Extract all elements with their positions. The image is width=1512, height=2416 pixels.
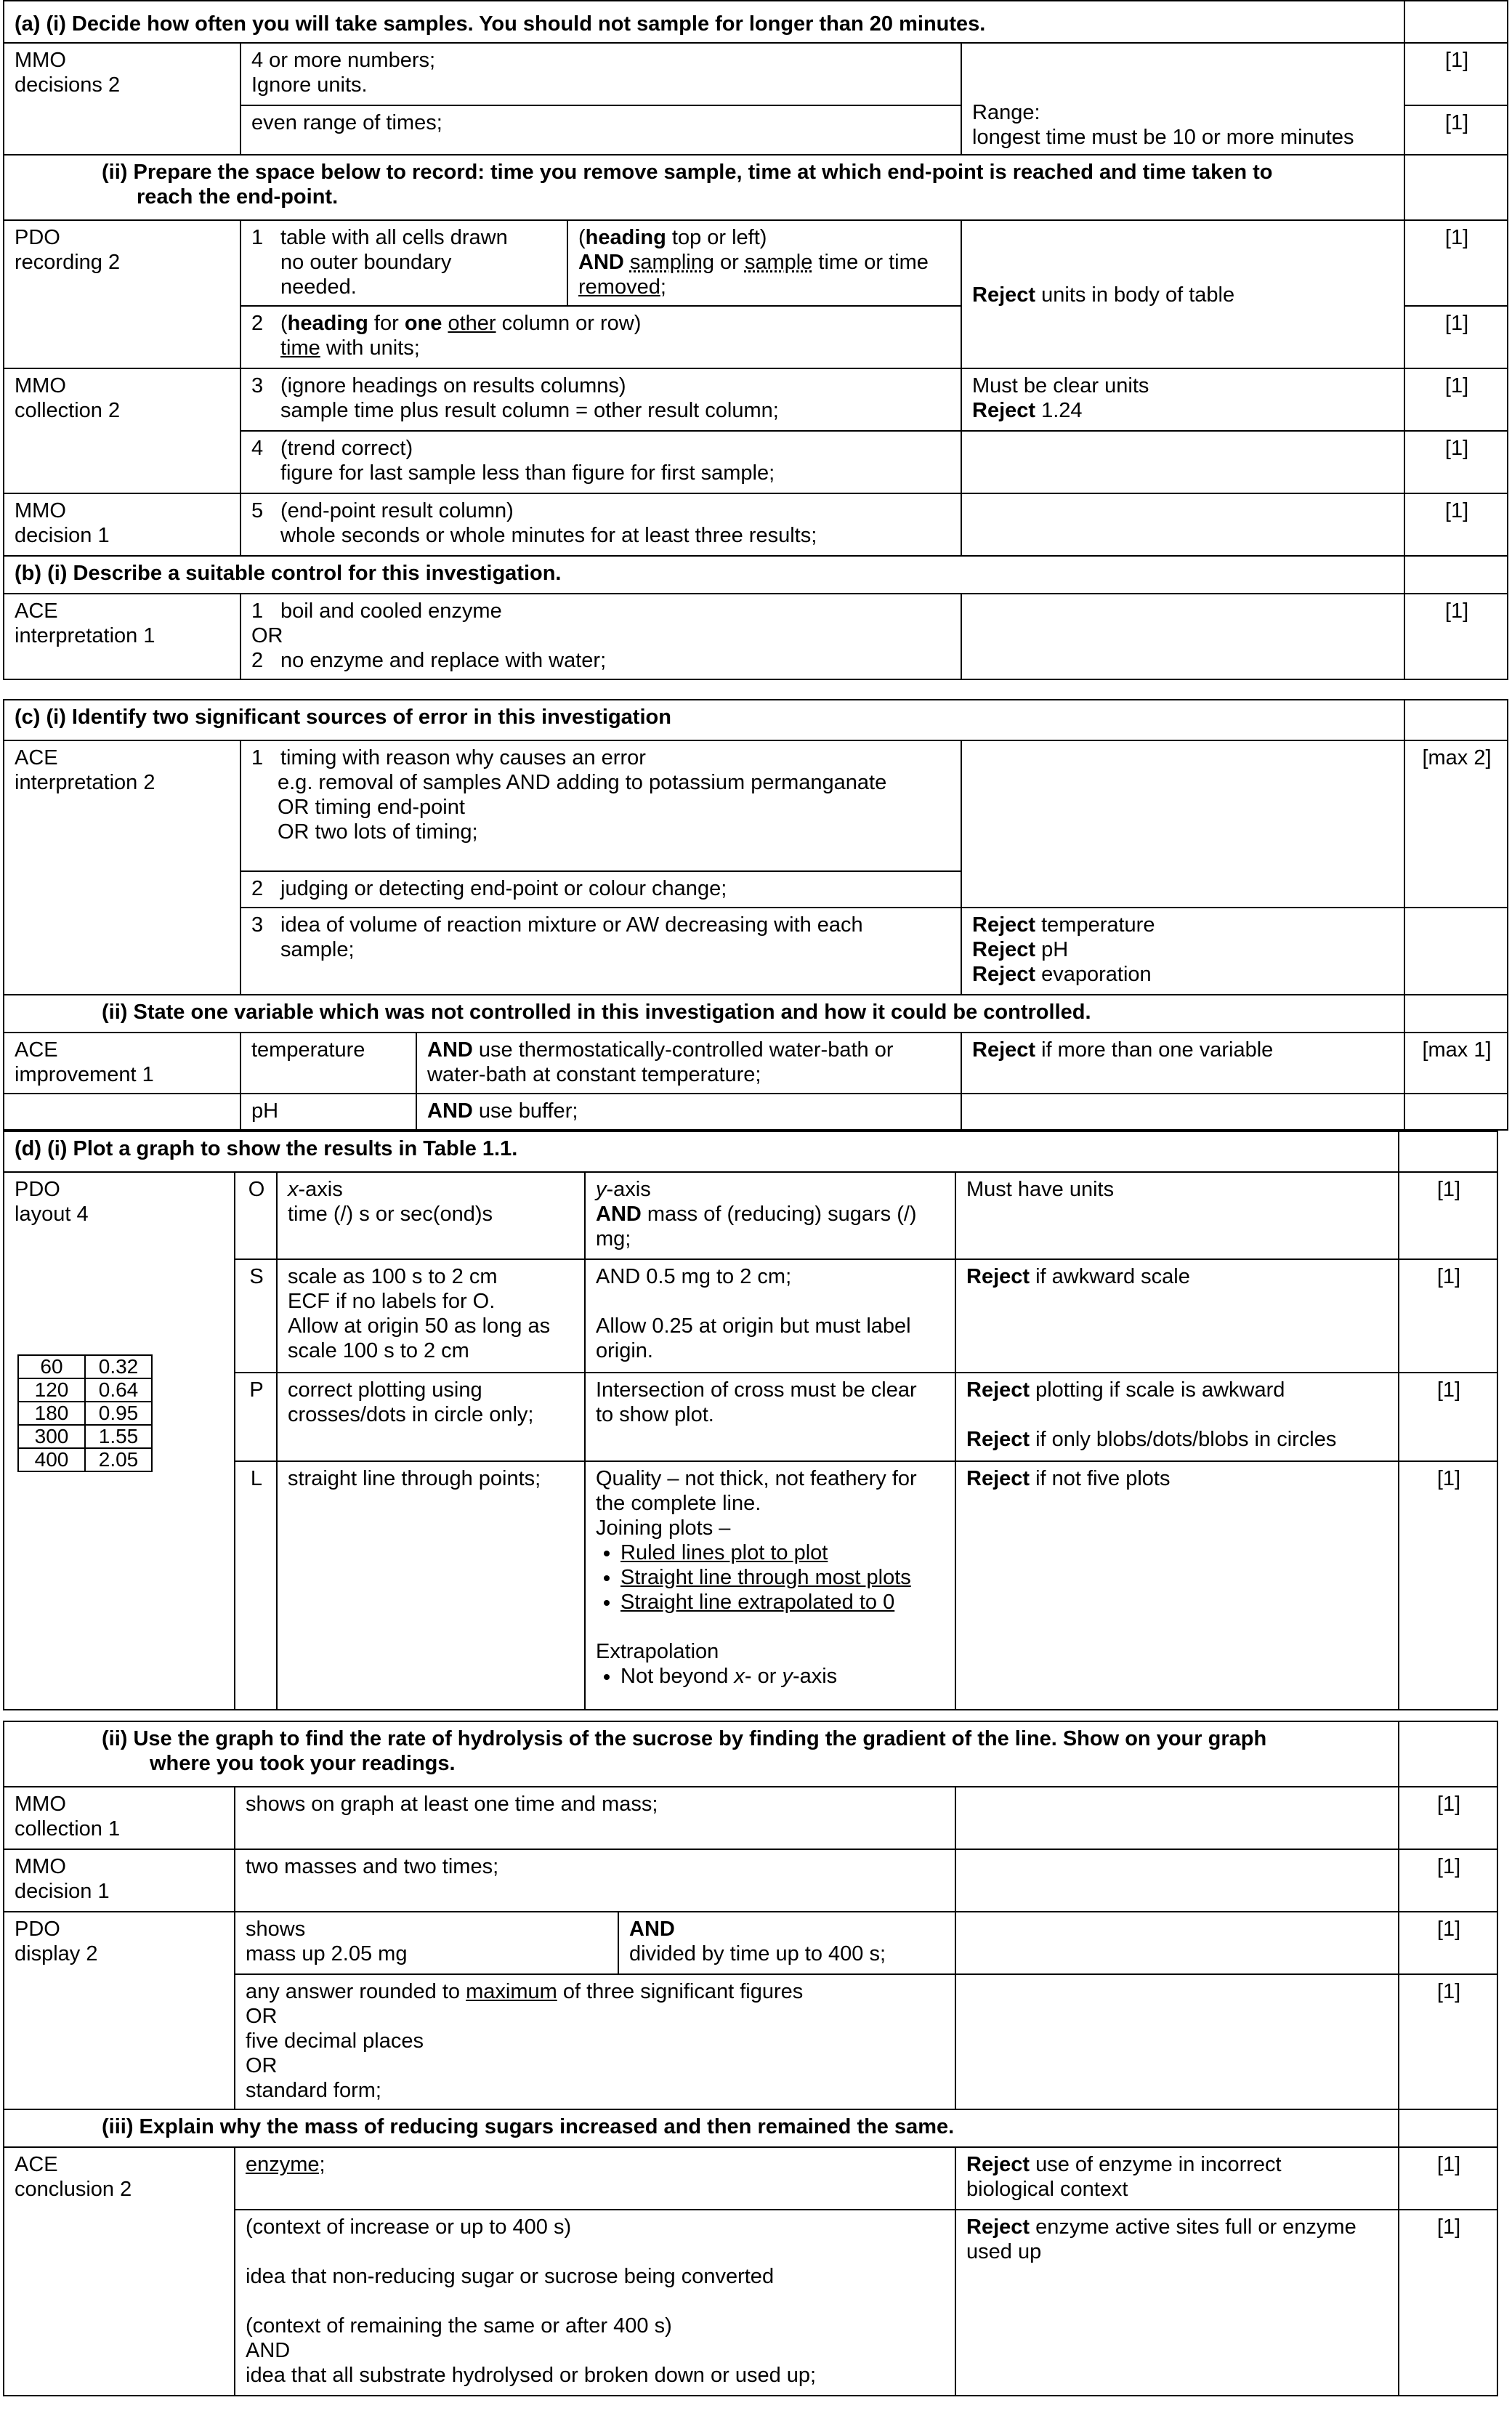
text: OR two lots of timing; [278, 820, 478, 844]
question-c-i-header: (c) (i) Identify two significant sources of error in this investigation [4, 700, 1404, 740]
guidance [961, 368, 1404, 431]
mark: [1] [1399, 1912, 1497, 1974]
point-number: 4 [251, 437, 264, 460]
category-label: MMO decisions 2 [4, 43, 240, 155]
section-d-i [3, 1131, 1498, 1710]
mass-cell: 0.32 [85, 1355, 152, 1378]
mark: [1] [1404, 594, 1508, 679]
criterion-left: straight line through points; [277, 1461, 585, 1710]
reject-label: Reject [966, 1265, 1030, 1288]
text: use thermostatically-controlled water-bath or water-bath at constant temperature; [427, 1038, 894, 1086]
text: (context of increase or up to 400 s) idea that non-reducing sugar or sucrose being converted (context of remaining the same or after 400 s) [246, 2215, 775, 2338]
text: any answer rounded to [246, 1980, 466, 2003]
marking-point-2: 2 (heading for one other column or row) time with units; [240, 306, 961, 368]
text: -axis [792, 1665, 838, 1688]
time-cell: 180 [18, 1402, 85, 1425]
mark: [1] [1399, 1172, 1497, 1259]
section-d-i-table [3, 1131, 1498, 1710]
or-label: OR [251, 624, 283, 647]
text: use of enzyme in incorrect biological context [966, 2153, 1282, 2201]
underlined-text: sampling [629, 251, 714, 274]
text: for [368, 312, 405, 335]
text: temperature [1035, 913, 1155, 937]
bold-text: AND [629, 1918, 675, 1941]
criterion-letter: P [235, 1373, 277, 1461]
section-a-table [3, 0, 1508, 680]
marking-point: 4 or more numbers; Ignore units. [240, 43, 961, 105]
bold-text: heading [585, 226, 666, 249]
text: -axis [298, 1178, 343, 1201]
time-cell: 120 [18, 1378, 85, 1402]
bold-text: heading [287, 312, 368, 335]
question-d-i-header: (d) (i) Plot a graph to show the results in Table 1.1. [4, 1131, 1399, 1172]
marking-point-1 [240, 220, 567, 306]
mark: [max 1] [1404, 1033, 1508, 1094]
text: if more than one variable [1035, 1038, 1274, 1062]
time-cell: 60 [18, 1355, 85, 1378]
category-label: ACE interpretation 2 [4, 740, 240, 995]
mark: [max 2] [1404, 740, 1508, 908]
variable: pH [240, 1094, 416, 1130]
text: time (/) s or sec(ond)s [288, 1203, 493, 1226]
marking-point [618, 1912, 955, 1974]
reject-label: Reject [972, 913, 1036, 937]
control-method [416, 1033, 961, 1094]
section-a [3, 0, 1508, 680]
point-number: 2 [251, 877, 264, 900]
text: whole seconds or whole minutes for at least three results; [280, 524, 817, 547]
results-table-row [18, 1402, 152, 1425]
point-number: 1 [251, 746, 264, 769]
marking-point [235, 1974, 955, 2109]
mark: [1] [1404, 368, 1508, 431]
underlined-text: maximum [466, 1980, 557, 2003]
category-label: MMO decision 1 [4, 493, 240, 556]
bold-text: AND [578, 251, 624, 274]
category-label: MMO collection 2 [4, 368, 240, 493]
text: Must be clear units [972, 374, 1149, 397]
text: -axis [606, 1178, 651, 1201]
marking-point-3 [240, 908, 961, 995]
guidance [961, 220, 1404, 368]
question-c-ii-header: (ii) State one variable which was not controlled in this investigation and how it could be controlled. [4, 995, 1404, 1033]
bullet-list [596, 1540, 946, 1615]
text: OR timing end-point [278, 796, 465, 819]
bullet-list [596, 1664, 946, 1689]
italic-text: x [734, 1665, 745, 1688]
reject-label: Reject [966, 2153, 1030, 2176]
point-number: 2 [251, 649, 264, 672]
text: enzyme active sites full or enzyme used up [966, 2215, 1357, 2263]
guidance: Must have units [955, 1172, 1399, 1259]
text: of three significant figures OR five decimal places OR standard form; [246, 1980, 804, 2102]
control-method [416, 1094, 961, 1130]
text: if only blobs/dots/blobs in circles [1030, 1428, 1337, 1451]
text: timing with reason why causes an error [280, 746, 646, 769]
guidance [955, 1259, 1399, 1373]
text: mass of (reducing) sugars (/) mg; [596, 1203, 917, 1251]
text: top or left) [666, 226, 767, 249]
bullet-item: • Straight line through most plots [620, 1565, 946, 1590]
text: pH [1035, 938, 1069, 961]
italic-text: y [596, 1178, 607, 1201]
reject-label: Reject [972, 283, 1036, 307]
mark: [1] [1399, 1787, 1497, 1849]
text: or [713, 251, 745, 274]
category-label: PDO layout 4 [15, 1178, 89, 1226]
marking-point-4 [240, 431, 961, 493]
header-line: reach the end-point. [137, 185, 339, 209]
text: e.g. removal of samples AND adding to potassium permanganate [278, 771, 887, 794]
text: - or [744, 1665, 783, 1688]
text: (trend correct) [280, 437, 413, 460]
reject-label: Reject [966, 1378, 1030, 1402]
section-c-table [3, 699, 1508, 1131]
bold-text: AND [427, 1099, 473, 1123]
criterion-right: AND 0.5 mg to 2 cm; Allow 0.25 at origin but must label origin. [585, 1259, 955, 1373]
time-cell: 400 [18, 1448, 85, 1471]
reject-label: Reject [972, 1038, 1036, 1062]
bullet-item: • Ruled lines plot to plot [620, 1540, 946, 1565]
marking-point: shows mass up 2.05 mg [235, 1912, 618, 1974]
category-label: ACE interpretation 1 [4, 594, 240, 679]
question-a-ii-header [4, 155, 1404, 220]
marking-point [240, 594, 961, 679]
category-label: ACE conclusion 2 [4, 2147, 235, 2396]
text: with units; [320, 336, 420, 360]
header-line: (ii) Use the graph to find the rate of hydrolysis of the sucrose by finding the gradient of the line. Show on your graph [102, 1727, 1267, 1750]
guidance [955, 1461, 1399, 1710]
results-table [17, 1354, 153, 1472]
point-text: table with all cells drawn no outer boundary needed. [280, 226, 508, 299]
point-number: 5 [251, 499, 264, 522]
text: if awkward scale [1030, 1265, 1190, 1288]
reject-label: Reject [972, 938, 1036, 961]
marking-point [235, 2147, 955, 2210]
point-number: 1 [251, 226, 264, 249]
text: idea of volume of reaction mixture or AW decreasing with each sample; [280, 913, 863, 961]
text: sample time plus result column = other result column; [280, 399, 779, 422]
text: time or time [812, 251, 929, 274]
underlined-text: sample [744, 251, 813, 274]
mass-cell: 0.95 [85, 1402, 152, 1425]
text: if not five plots [1030, 1467, 1171, 1490]
marking-point: even range of times; [240, 105, 961, 155]
italic-text: y [782, 1665, 793, 1688]
marking-point-3 [240, 368, 961, 431]
header-line: where you took your readings. [150, 1752, 456, 1775]
reject-label: Reject [972, 963, 1036, 986]
text: use buffer; [472, 1099, 578, 1123]
mark: [1] [1399, 1259, 1497, 1373]
bold-text: AND [596, 1203, 642, 1226]
section-c [3, 699, 1508, 1131]
text: (ignore headings on results columns) [280, 374, 626, 397]
mark: [1] [1399, 1849, 1497, 1912]
category-cell [4, 1172, 235, 1710]
reject-label: Reject [966, 2215, 1030, 2239]
variable: temperature [240, 1033, 416, 1094]
mark: [1] [1404, 493, 1508, 556]
text: idea that all substrate hydrolysed or broken down or used up; [246, 2364, 817, 2387]
guidance: Range: longest time must be 10 or more minutes [961, 43, 1404, 155]
underlined-text: removed [578, 275, 660, 299]
criterion-left: scale as 100 s to 2 cm ECF if no labels for O. Allow at origin 50 as long as scale 100 s to 2 cm [277, 1259, 585, 1373]
marking-point: shows on graph at least one time and mass; [235, 1787, 955, 1849]
section-d-ii-table [3, 1721, 1498, 2396]
italic-text: x [288, 1178, 299, 1201]
question-d-ii-header [4, 1721, 1399, 1787]
underlined-text: other [448, 312, 496, 335]
category-label: PDO recording 2 [4, 220, 240, 368]
category-label: ACE improvement 1 [4, 1033, 240, 1094]
question-d-iii-header: (iii) Explain why the mass of reducing sugars increased and then remained the same. [4, 2109, 1399, 2147]
criterion-right [585, 1172, 955, 1259]
results-table-row [18, 1448, 152, 1471]
reject-label: Reject [966, 1428, 1030, 1451]
text: plotting if scale is awkward [1030, 1378, 1285, 1402]
mark: [1] [1404, 306, 1508, 368]
reject-label: Reject [966, 1467, 1030, 1490]
criterion-letter: O [235, 1172, 277, 1259]
text: 1.24 [1035, 399, 1083, 422]
criterion-right [585, 1461, 955, 1710]
question-a-i-header: (a) (i) Decide how often you will take samples. You should not sample for longer than 20 minutes. [4, 1, 1404, 43]
point-number: 3 [251, 913, 264, 937]
criterion-letter: L [235, 1461, 277, 1710]
results-table-row [18, 1425, 152, 1448]
guidance [955, 2210, 1399, 2396]
text: Not beyond [620, 1665, 735, 1688]
criterion-left: correct plotting using crosses/dots in circle only; [277, 1373, 585, 1461]
text: (end-point result column) [280, 499, 514, 522]
mark: [1] [1404, 43, 1508, 105]
marking-point-5 [240, 493, 961, 556]
guidance [955, 2147, 1399, 2210]
results-table-row [18, 1378, 152, 1402]
guidance [955, 1373, 1399, 1461]
guidance [961, 908, 1404, 995]
mark: [1] [1399, 1974, 1497, 2109]
text: no enzyme and replace with water; [280, 649, 607, 672]
point-number: 1 [251, 599, 264, 623]
criterion-letter: S [235, 1259, 277, 1373]
marking-point: two masses and two times; [235, 1849, 955, 1912]
mark: [1] [1404, 431, 1508, 493]
text: boil and cooled enzyme [280, 599, 502, 623]
mass-cell: 1.55 [85, 1425, 152, 1448]
point-number: 3 [251, 374, 264, 397]
mark: [1] [1399, 2210, 1497, 2396]
mark: [1] [1399, 1373, 1497, 1461]
results-table-row [18, 1355, 152, 1378]
mass-cell: 0.64 [85, 1378, 152, 1402]
marking-point-1 [240, 740, 961, 871]
point-number: 2 [251, 312, 264, 335]
reject-label: Reject [972, 399, 1036, 422]
marking-point-2 [240, 871, 961, 908]
category-label: MMO collection 1 [4, 1787, 235, 1849]
text: divided by time up to 400 s; [629, 1942, 886, 1965]
criterion-left [277, 1172, 585, 1259]
section-d-ii [3, 1721, 1498, 2396]
bold-text: one [404, 312, 442, 335]
question-b-header: (b) (i) Describe a suitable control for this investigation. [4, 556, 1404, 594]
underlined-text: enzyme; [246, 2153, 326, 2176]
mark: [1] [1404, 220, 1508, 306]
category-label: PDO display 2 [4, 1912, 235, 2109]
marking-point-1-detail: (heading top or left) AND sampling or sample time or time removed; [567, 220, 961, 306]
mark: [1] [1399, 2147, 1497, 2210]
bold-text: AND [427, 1038, 473, 1062]
category-label: MMO decision 1 [4, 1849, 235, 1912]
guidance [961, 1033, 1404, 1094]
time-cell: 300 [18, 1425, 85, 1448]
text: units in body of table [1035, 283, 1235, 307]
text: column or row) [496, 312, 642, 335]
text: Extrapolation [596, 1640, 719, 1663]
marking-point [235, 2210, 955, 2396]
mark: [1] [1399, 1461, 1497, 1710]
mass-cell: 2.05 [85, 1448, 152, 1471]
text: judging or detecting end-point or colour change; [280, 877, 727, 900]
bullet-item [620, 1664, 946, 1689]
underlined-text: time [280, 336, 320, 360]
and-label: AND [246, 2339, 291, 2362]
bullet-item: • Straight line extrapolated to 0 [620, 1590, 946, 1615]
text: evaporation [1035, 963, 1152, 986]
text: figure for last sample less than figure for first sample; [280, 461, 775, 485]
mark: [1] [1404, 105, 1508, 155]
criterion-right: Intersection of cross must be clear to show plot. [585, 1373, 955, 1461]
text: Quality – not thick, not feathery for the complete line. Joining plots – [596, 1467, 917, 1540]
header-line: (ii) Prepare the space below to record: time you remove sample, time at which end-point is reached and time taken to [102, 161, 1273, 184]
